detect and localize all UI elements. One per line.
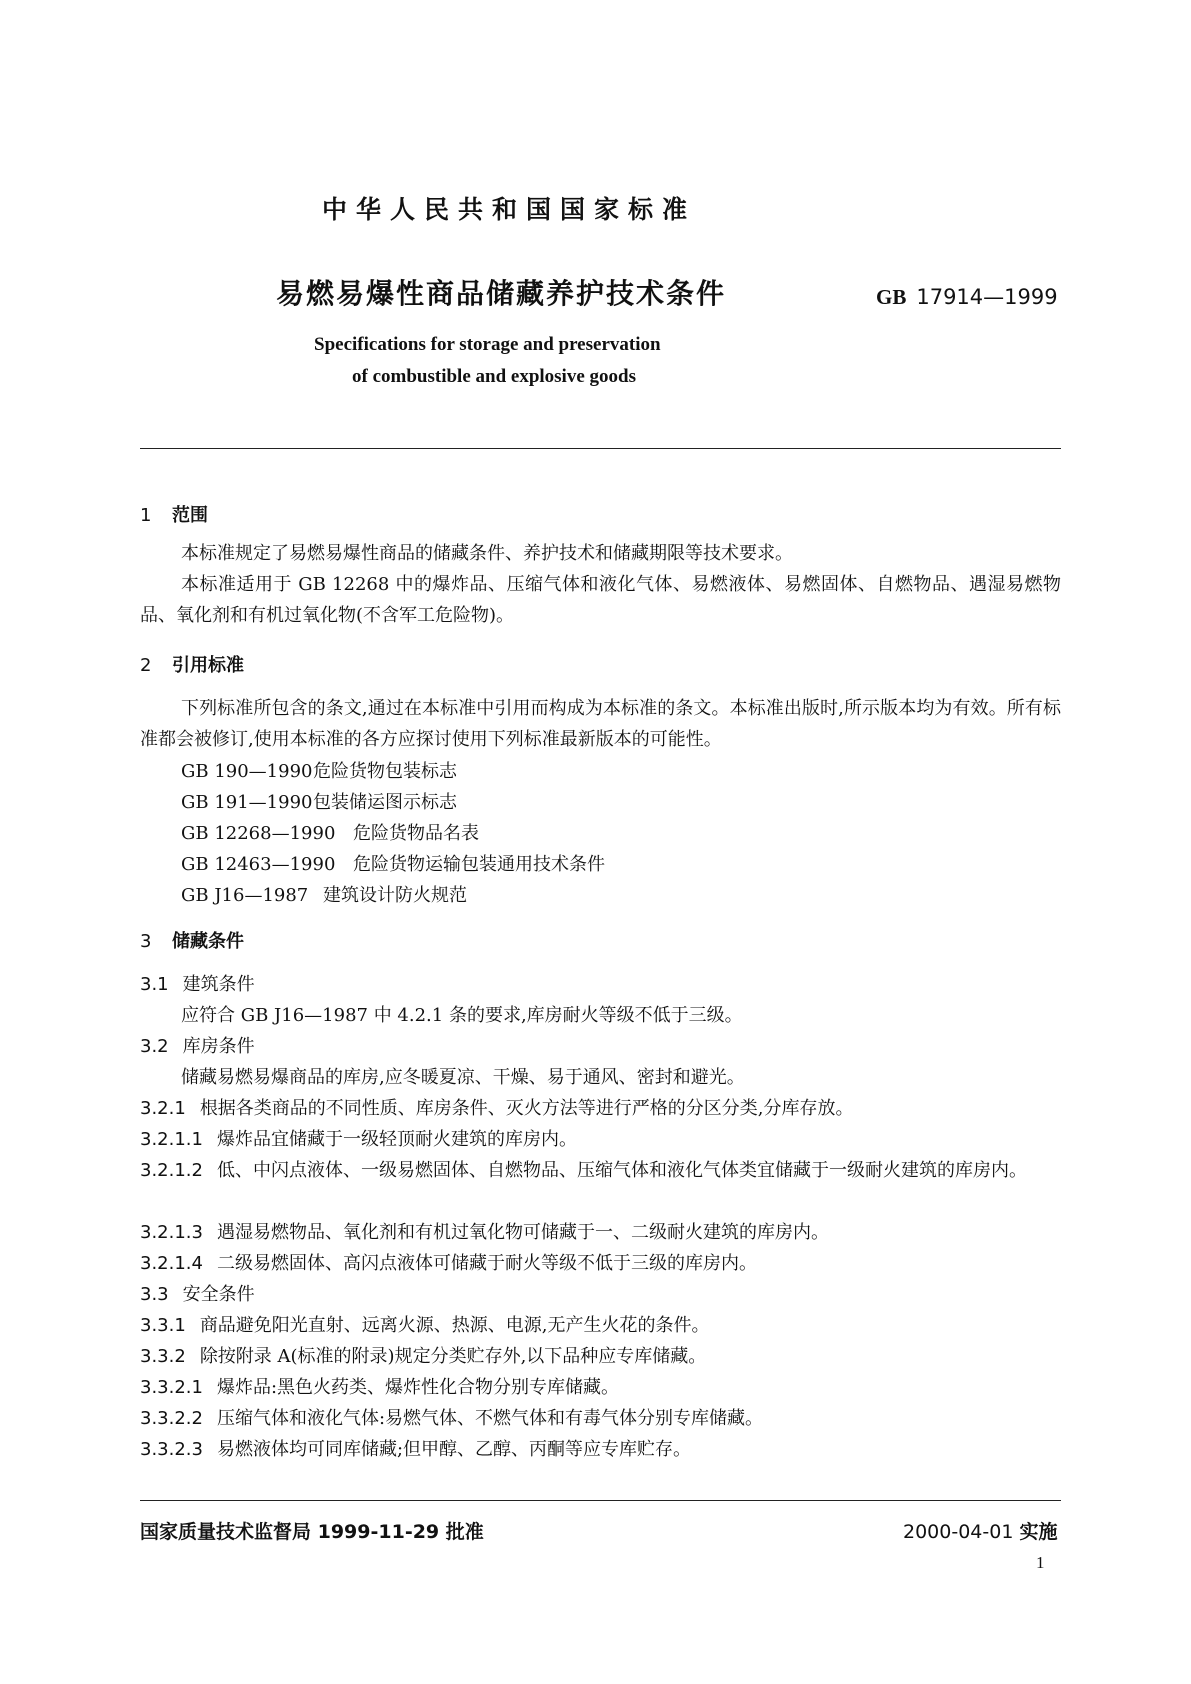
section-1-number: 1 xyxy=(140,505,152,526)
document-title-en-line1: Specifications for storage and preservation xyxy=(314,334,661,355)
reference-item xyxy=(181,849,605,880)
clause-number: 3.2.1.1 xyxy=(140,1129,203,1150)
clause-3-2-1-3 xyxy=(140,1217,829,1248)
section-3-number: 3 xyxy=(140,931,152,952)
clause-text: 爆炸品:黑色火药类、爆炸性化合物分别专库储藏。 xyxy=(216,1377,620,1398)
footer-divider xyxy=(140,1500,1061,1501)
clause-3-1 xyxy=(140,969,255,1000)
section-2-paragraph-1: 下列标准所包含的条文,通过在本标准中引用而构成为本标准的条文。本标准出版时,所示版本均为有效。所有标准都会被修订,使用本标准的各方应探讨使用下列标准最新版本的可能性。 xyxy=(140,698,1061,750)
reference-title: 危险货物包装标志 xyxy=(313,761,457,782)
clause-number: 3.2.1.3 xyxy=(140,1222,203,1243)
section-2-number: 2 xyxy=(140,655,152,676)
clause-text: 爆炸品宜储藏于一级轻顶耐火建筑的库房内。 xyxy=(216,1129,577,1150)
clause-number: 3.2.1.4 xyxy=(140,1253,203,1274)
clause-text: 二级易燃固体、高闪点液体可储藏于耐火等级不低于三级的库房内。 xyxy=(216,1253,757,1274)
clause-3-3 xyxy=(140,1279,255,1310)
reference-item xyxy=(181,880,467,911)
clause-number: 3.1 xyxy=(140,974,169,995)
section-1-paragraph-2: 本标准适用于 GB 12268 中的爆炸品、压缩气体和液化气体、易燃液体、易燃固体、自燃物品、遇湿易燃物品、氧化剂和有机过氧化物(不含军工危险物)。 xyxy=(140,574,1061,626)
clause-3-2-text: 储藏易燃易爆商品的库房,应冬暖夏凉、干燥、易于通风、密封和避光。 xyxy=(181,1067,745,1088)
clause-3-3-2-2 xyxy=(140,1403,763,1434)
page-number: 1 xyxy=(1036,1553,1045,1572)
effective-date: 2000-04-01 xyxy=(903,1521,1014,1543)
clause-3-2-1 xyxy=(140,1093,854,1124)
clause-text: 低、中闪点液体、一级易燃固体、自燃物品、压缩气体和液化气体类宜储藏于一级耐火建筑的库房内。 xyxy=(216,1160,1027,1181)
clause-number: 3.2.1 xyxy=(140,1098,186,1119)
effective-statement xyxy=(903,1517,1057,1544)
clause-3-2 xyxy=(140,1031,255,1062)
section-3-title: 储藏条件 xyxy=(172,931,244,952)
clause-title: 建筑条件 xyxy=(182,974,255,995)
reference-code: GB J16—1987 xyxy=(181,885,309,906)
clause-number: 3.2 xyxy=(140,1036,169,1057)
clause-number: 3.3.2.3 xyxy=(140,1439,203,1460)
clause-text: 遇湿易燃物品、氧化剂和有机过氧化物可储藏于一、二级耐火建筑的库房内。 xyxy=(216,1222,829,1243)
effective-label: 实施 xyxy=(1019,1521,1058,1543)
reference-code: GB 190—1990 xyxy=(181,761,313,782)
clause-3-3-2-1 xyxy=(140,1372,619,1403)
clause-number: 3.2.1.2 xyxy=(140,1160,203,1181)
clause-title: 库房条件 xyxy=(182,1036,255,1057)
section-3-heading xyxy=(140,927,244,953)
standard-code-prefix: GB xyxy=(876,285,907,309)
reference-item xyxy=(181,756,457,787)
clause-number: 3.3 xyxy=(140,1284,169,1305)
section-1-title: 范围 xyxy=(172,505,208,526)
clause-number: 3.3.2.1 xyxy=(140,1377,203,1398)
clause-3-2-1-1 xyxy=(140,1124,577,1155)
clause-number: 3.3.2.2 xyxy=(140,1408,203,1429)
clause-3-2-1-4 xyxy=(140,1248,757,1279)
clause-text: 商品避免阳光直射、远离火源、热源、电源,无产生火花的条件。 xyxy=(199,1315,710,1336)
reference-title: 危险货物运输包装通用技术条件 xyxy=(353,854,605,875)
standard-code xyxy=(876,285,1058,310)
clause-3-1-text: 应符合 GB J16—1987 中 4.2.1 条的要求,库房耐火等级不低于三级。 xyxy=(181,1005,743,1026)
section-1-heading xyxy=(140,501,208,527)
clause-3-3-2-3 xyxy=(140,1434,691,1465)
section-2-title: 引用标准 xyxy=(172,655,244,676)
reference-item xyxy=(181,818,479,849)
clause-number: 3.3.1 xyxy=(140,1315,186,1336)
reference-code: GB 12268—1990 xyxy=(181,823,336,844)
reference-code: GB 191—1990 xyxy=(181,792,313,813)
clause-text: 压缩气体和液化气体:易燃气体、不燃气体和有毒气体分别专库储藏。 xyxy=(216,1408,764,1429)
reference-title: 危险货物品名表 xyxy=(353,823,479,844)
reference-code: GB 12463—1990 xyxy=(181,854,336,875)
section-2-heading xyxy=(140,651,244,677)
document-title-cn: 易燃易爆性商品储藏养护技术条件 xyxy=(276,277,727,310)
section-1-paragraph-1: 本标准规定了易燃易爆性商品的储藏条件、养护技术和储藏期限等技术要求。 xyxy=(181,543,793,564)
clause-3-3-1 xyxy=(140,1310,710,1341)
national-standard-title: 中华人民共和国国家标准 xyxy=(322,195,697,224)
clause-text: 根据各类商品的不同性质、库房条件、灭火方法等进行严格的分区分类,分库存放。 xyxy=(199,1098,854,1119)
reference-title: 包装储运图示标志 xyxy=(313,792,457,813)
clause-3-2-1-2 xyxy=(140,1155,1061,1186)
clause-title: 安全条件 xyxy=(182,1284,255,1305)
clause-3-3-2 xyxy=(140,1341,706,1372)
reference-item xyxy=(181,787,457,818)
clause-text: 易燃液体均可同库储藏;但甲醇、乙醇、丙酮等应专库贮存。 xyxy=(216,1439,692,1460)
standard-code-number: 17914—1999 xyxy=(916,285,1058,309)
document-title-en-line2: of combustible and explosive goods xyxy=(352,366,636,387)
reference-title: 建筑设计防火规范 xyxy=(323,885,467,906)
approval-statement: 国家质量技术监督局 1999-11-29 批准 xyxy=(140,1521,484,1543)
header-divider xyxy=(140,448,1061,449)
clause-number: 3.3.2 xyxy=(140,1346,186,1367)
clause-text: 除按附录 A(标准的附录)规定分类贮存外,以下品种应专库储藏。 xyxy=(199,1346,707,1367)
